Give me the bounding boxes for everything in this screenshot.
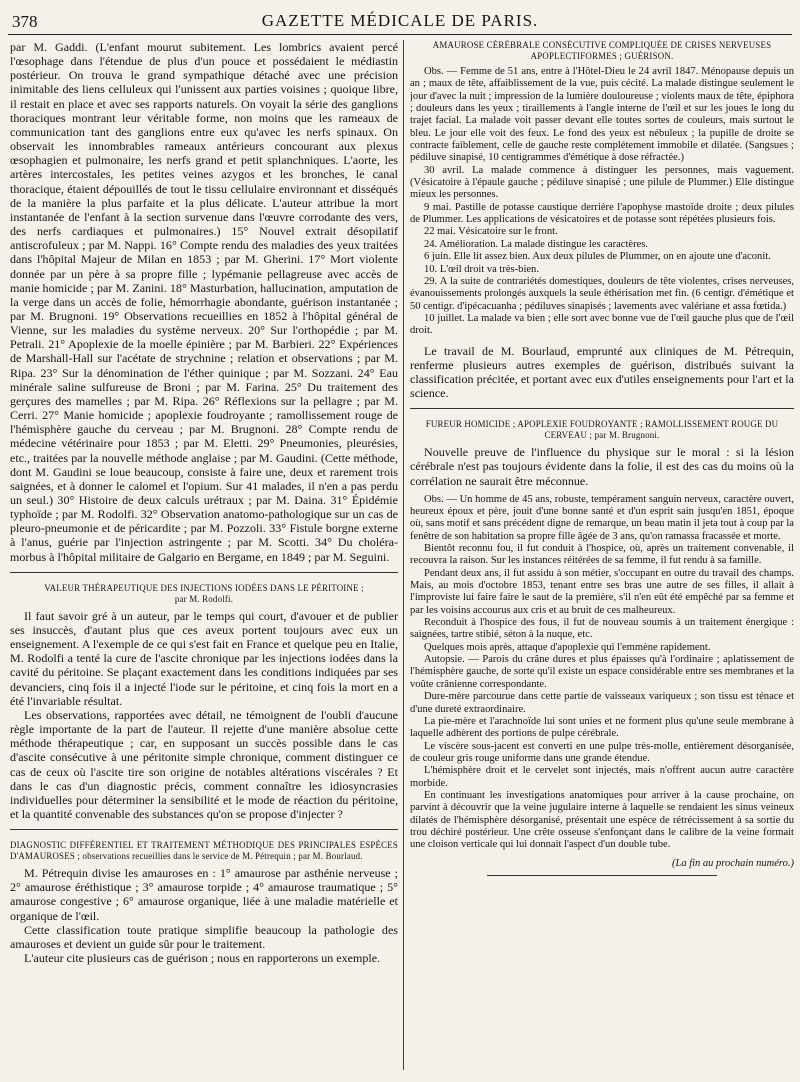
section-heading-amaurose-cerebrale: AMAUROSE CÉRÉBRALE CONSÉCUTIVE COMPLIQUÉE DE CRISES NERVEUSES APOPLECTIFORMES ; GUÉRISON. [432,40,772,61]
observation-text: 30 avril. La malade commence à distinguer les personnes, mais vaguement. (Vésicatoire à l'épaule gauche ; pédiluve sinapisé ; une pilule de Plummer.) Elle distingue mieux les personnes. [410,164,794,201]
observation-text: En continuant les investigations anatomiques pour arriver à la cause prochaine, on parvint à découvrir que la veine jugulaire interne à laquelle se rendaient les sinus veineux dilatés de l'hémisphère désorganisé, présentait une espèce de rétrécissement à sa sortie du trou déchiré postérieur. Une crête osseuse s'enfonçant dans le calibre de la veine formait une cloison verticale qui lui donnait l'aspect d'un double tube. [410,789,794,851]
section-heading-fureur-homicide [410,419,794,441]
section-divider [10,572,398,573]
observation-text: Bientôt reconnu fou, il fut conduit à l'hospice, où, après un traitement convenable, il recouvra la raison. Sur les instances réitérées de sa femme, il fut rendu à sa famille. [410,543,794,567]
section-title: DIAGNOSTIC DIFFÉRENTIEL ET TRAITEMENT MÉTHODIQUE DES PRINCIPALES ESPÈCES D'AMAUROSES ; [10,840,398,862]
observation-text: Obs. — Un homme de 45 ans, robuste, tempérament sanguin nerveux, caractère ouvert, heureux époux et père, jouit d'une bonne santé et d'un esprit sain jusqu'en 1851, époque où, sans motif et sans précédent digne de remarque, un beau matin il jeta tout à coup par la fenêtre de son habitation sa propre fille âgée de 3 ans, qu'on ramassa fracassée et morte. [410,493,794,542]
observation-text: 9 mai. Pastille de potasse caustique derrière l'apophyse mastoïde droite ; deux pilules de Plummer. Les applications de vésicatoires et de potasse sont répétées plusieurs fois. [410,201,794,226]
observation-text: La pie-mère et l'arachnoïde lui sont unies et ne forment plus qu'une seule membrane à laquelle adhèrent des portions de pulpe cérébrale. [410,715,794,740]
journal-title: GAZETTE MÉDICALE DE PARIS. [261,11,539,30]
columns [8,40,792,1076]
section-heading-injections [10,583,398,605]
observation-text: 22 mai. Vésicatoire sur le front. [424,226,558,238]
section-author: par M. Rodolfi. [174,593,234,604]
section-heading-amauroses [10,840,398,862]
right-column [410,40,794,1076]
paragraph: M. Pétrequin divise les amauroses en : 1° amaurose par asthénie nerveuse ; 2° amaurose éréthistique ; 3° amaurose torpide ; 4° amaurose traumatique ; 5° amaurose congestive ; 6° amaurose organique, liée à une maladie matérielle et organique de l'œil. [10,866,398,923]
section-author: observations recueillies dans le service de M. Pétrequin ; par M. Bourlaud. [82,851,363,862]
section-divider [410,408,794,409]
observation-text: Quelques mois après, attaque d'apoplexie qui l'emmène rapidement. [424,641,711,653]
paragraph: L'auteur cite plusieurs cas de guérison ; nous en rapporterons un exemple. [24,951,381,966]
section-title: VALEUR THÉRAPEUTIQUE DES INJECTIONS IODÉES DANS LE PÉRITOINE ; [44,582,364,593]
paragraph: Il faut savoir gré à un auteur, par le temps qui court, d'avouer et de publier ses insuccès, d'autant plus que ces aveux portent toujours avec eux un enseignement. A l'exemple de ce qui s'est fait en France et quelque peu en Italie, M. Rodolfi a tenté la cure de l'ascite chronique par les injections iodées dans la cavité du péritoine. Se plaçant exactement dans les conditions indiquées par ses devanciers, cinq fois il a injecté l'iode sur le péritoine, et cinq fois la mort en a été l'invariable résultat. [10,608,398,708]
paragraph: Les observations, rapportées avec détail, ne témoignent de l'oubli d'aucune règle importante de la part de l'auteur. Il rejette d'une manière absolue cette méthode thérapeutique ; car, en supposant un succès possible dans le cas d'ascite consécutive à une péritonite simple chronique, comment distinguer ce cas de ceux où l'ascite tire son origine de notables altérations viscérales ? Et dans le cas d'un diagnostic précis, comment connaître les idiosyncrasies individuelles pour déterminer la sensibilité et le mode de réaction du péritoine, et la quantité convenable des substances qu'on se propose d'injecter ? [10,707,398,821]
observation-text: Autopsie. — Parois du crâne dures et plus épaisses qu'à l'ordinaire ; aplatissement de l'hémisphère gauche, de sorte qu'il existe un espace considérable entre ses membranes et la voûte crânienne correspondante. [410,654,794,690]
continuation-note: (La fin au prochain numéro.) [671,857,794,869]
page-number: 378 [12,12,38,31]
observation-text: Reconduit à l'hospice des fous, il fut de nouveau soumis à un traitement énergique : saignées, tartre stibié, séton à la nuque, etc. [410,617,794,641]
observation-text: Obs. — Femme de 51 ans, entre à l'Hôtel-Dieu le 24 avril 1847. Ménopause depuis un an ; maux de tête, affaiblissement de la vue, puis cécité. La malade distingue seulement le jour d'avec la nuit ; impression de la lumière douloureuse ; violents maux de tête, épiphora ; douleurs dans les yeux ; tiraillements à l'angle interne de l'œil et sur les joues le long du trajet facial. La malade voit passer devant elle toutes sortes de couleurs, mais surtout le bleu. Le jour elle voit des feux. Le fond des yeux est nébuleux ; la pupille de droite se contracte faiblement, celle de gauche reste complétement immobile et dilatée. (Sangsues ; pédiluve sinapisé, 10 centigrammes d'émétique à dose réfractée.) [410,66,794,164]
end-rule [487,875,717,876]
paragraph: Nouvelle preuve de l'influence du physique sur le moral : si la lésion cérébrale n'est pas toujours évidente dans la folie, il est des cas du moins où la corrélation ne saurait être méconnue. [410,445,794,488]
section-title: FUREUR HOMICIDE ; APOPLEXIE FOUDROYANTE ; RAMOLLISSEMENT ROUGE DU CERVEAU ; [425,419,779,441]
observation-text: 10 juillet. La malade va bien ; elle sort avec bonne vue de l'œil gauche plus que de l'œil droit. [410,312,794,337]
observation-text: 29. A la suite de contrariétés domestiques, douleurs de tête violentes, crises nerveuses, évanouissements prolongés auxquels la seule éthérisation met fin. (6 centigr. d'émétique et 50 centigr. d'ipécacuanha ; pédiluves sinapisés ; lavements avec valériane et assa fœtida.) [410,275,794,312]
paragraph: Cette classification toute pratique simplifie beaucoup la pathologie des amauroses et devient un guide sûr pour le traitement. [10,922,398,951]
page-header [8,10,792,35]
section-divider [10,829,398,830]
observation-text: 24. Amélioration. La malade distingue les caractères. [424,238,649,250]
observation-text: L'hémisphère droit et le cervelet sont injectés, mais n'offrent aucun autre caractère morbide. [410,765,794,789]
paragraph: Le travail de M. Bourlaud, emprunté aux cliniques de M. Pétrequin, renferme plusieurs autres exemples de guérison, distribués suivant la classification précitée, et portant avec eux d'utiles enseignements pour l'art et la science. [410,343,794,401]
observation-text: 6 juin. Elle lit assez bien. Aux deux pilules de Plummer, on en ajoute une d'aconit. [424,251,771,263]
section-author: par M. Brugnoni. [594,430,660,441]
left-column [10,40,398,1076]
observation-text: Pendant deux ans, il fut assidu à son métier, s'occupant en outre du travail des champs. Mais, au mois d'octobre 1853, tenant entre ses bras une autre de ses filles, il allait à l'improviste lui faire faire le saut de la première, s'il n'en eût été empêché par sa femme et par les voisins accourus aux cris et au bruit de ces malheureux. [410,567,794,616]
observation-text: 10. L'œil droit va très-bien. [424,263,539,275]
observation-text: Le viscère sous-jacent est converti en une pulpe très-molle, entièrement désorganisée, de couleur gris rouge uniforme dans une grande étendue. [410,740,794,764]
observation-text: Dure-mère parcourue dans cette partie de vaisseaux variqueux ; son tissu est ténace et d'une dureté extraordinaire. [410,691,794,715]
article-continuation: par M. Gaddi. (L'enfant mourut subitement. Les lombrics avaient percé l'œsophage dans l'étendue de plus d'un pouce et possédaient le médiastin postérieur. On trouva le grand sympathique détaché avec une précision inimitable des liens celluleux qui l'unissent aux parties voisines ; quoique libre, il restait en place et avec ses rapports naturels. On voyait la série des ganglions thoraciques montrant leur véritable forme, non moins que les rameaux de communication tant des ganglions entre eux qu'avec les nerfs spinaux. On observait les innombrables rameaux antérieurs concourant aux plexus œsophagien et pulmonaire, les nerfs grand et petit splanchniques. L'aorte, les artères intercostales, les petites veines azygos et les bronches, le canal thoracique, étaient dépouillés de tout le tissu cellulaire environnant et disséqués de la manière la plus parfaite et la plus délicate. L'auteur attribue la mort instantanée de l'enfant à la section survenue dans l'œuvre corrodante des vers, des nerfs cardiaques et pulmonaires.) 15° Nouvel extrait désopilatif antiscrofuleux ; par M. Nappi. 16° Compte rendu des maladies des yeux traitées dans l'hôpital Majeur de Milan en 1853 ; par M. Gherini. 17° Mort violente donnée par un père à sa propre fille ; lypémanie pellagreuse avec accès de manie homicide ; par M. Zanini. 18° Masturbation, hallucination, amputation de la verge dans un accès de folie, hémorrhagie abondante, guérison instantanée ; par M. Brugnoni. 19° Observations recueillies en 1852 à l'hôpital général de Vienne, sur les maladies du système nerveux. 20° Sur l'orthopédie ; par M. Petrali. 21° Apoplexie de la moelle épinière ; par M. Barbieri. 22° Expériences de Marshall-Hall sur l'acétate de strychnine ; relation et observations ; par M. Ripa. 23° Sur la dénomination de l'éther quinique ; par M. Sozzani. 24° Eau minérale saline sulfureuse de Broni ; par M. Farina. 25° Du traitement des gerçures des mamelles ; par M. Ripa. 26° Réflexions sur la pellagre ; par M. Cerri. 27° Manie homicide ; apoplexie foudroyante ; ramollissement rouge de l'hémisphère gauche du cerveau ; par M. Brugnoni. 28° Compte rendu de médecine vétérinaire pour 1853 ; par M. Eletti. 29° Pneumonies, pleurésies, etc., traitées par la nouvelle méthode anglaise ; par M. Gaudini. (Cette méthode, dont M. Gaudini se loue beaucoup, consiste à faire une, deux et rarement trois saignées, et à donner le calomel et l'opium. Sur 41 malades, il n'en a pas perdu un seul.) 30° Histoire de deux calculs urétraux ; par M. Daina. 31° Épidémie typhoïde ; par M. Rodolfi. 32° Observation anatomo-pathologique sur un cas de pleuro-pneumonie et de péricardite ; par M. Pozzoli. 33° Fistule borgne externe à l'anus, guérie par l'injection astringente ; par M. Scotti. 34° Du choléra-morbus à l'hôpital militaire de Galgario en Bergame, en 1849 ; par M. Seguini. [10,40,398,564]
column-rule [403,40,404,1070]
